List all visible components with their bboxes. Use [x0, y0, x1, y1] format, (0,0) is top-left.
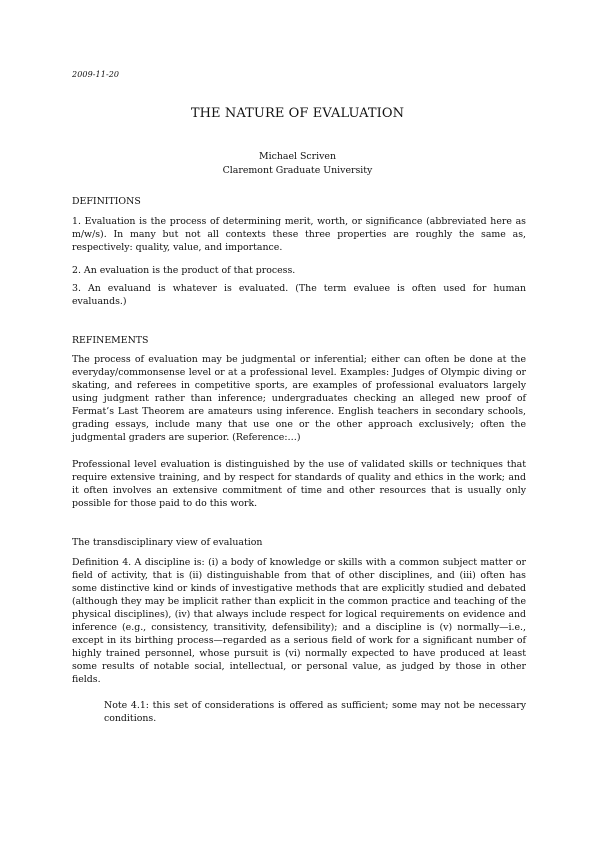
definition-item-3: 3. An evaluand is whatever is evaluated. (The term evaluee is often used for human evaluands.) [72, 283, 526, 307]
refinements-heading: REFINEMENTS [72, 335, 149, 346]
refinements-paragraph-2: Professional level evaluation is distinguished by the use of validated skills or techniques that require extensive training, and by respect for standards of quality and ethics in the work; and it often involves an extensive commitment of time and other resources that is usually only possible for those paid to do this work. [72, 459, 526, 509]
refinements-paragraph-1: The process of evaluation may be judgmental or inferential; either can often be done at the everyday/commonsense level or at a professional level. Examples: Judges of Olympic diving or skating, and referees in competitive sports, are examples of professional evaluators largely using judgment rather than inference; undergraduates checking an alleged new proof of Fermat’s Last Theorem are amateurs using inference. English teachers in secondary schools, grading essays, include many that use one or the other approach exclusively; often the judgmental graders are superior. (Reference:…) [72, 354, 526, 443]
definitions-heading: DEFINITIONS [72, 196, 141, 207]
definition-4-paragraph: Definition 4. A discipline is: (i) a body of knowledge or skills with a common subject matter or field of activity, that is (ii) distinguishable from that of other disciplines, and (iii) often has some distinctive kind or kinds of investigative methods that are explicitly studied and debated (although they may be implicit rather than explicit in the common practice and teaching of the physical disciplines), (iv) that always include respect for logical requirements on evidence and inference (e.g., consistency, transitivity, defensibility); and a discipline is (v) normally—i.e., except in its birthing process—regarded as a serious field of work for a significant number of highly trained personnel, whose pursuit is (vi) normally expected to have produced at least some results of notable social, intellectual, or personal value, as judged by those in other fields. [72, 557, 526, 685]
document-title: THE NATURE OF EVALUATION [190, 106, 405, 121]
document-date: 2009-11-20 [72, 70, 120, 79]
note-4-1: Note 4.1: this set of considerations is offered as sufficient; some may not be necessary conditions. [104, 700, 526, 724]
definition-item-2: 2. An evaluation is the product of that process. [72, 265, 296, 276]
author-name: Michael Scriven [258, 151, 337, 162]
author-affiliation: Claremont Graduate University [222, 165, 373, 176]
transdisciplinary-heading: The transdisciplinary view of evaluation [72, 537, 263, 548]
author-block [0, 150, 595, 178]
definition-item-1: 1. Evaluation is the process of determining merit, worth, or significance (abbreviated here as m/w/s). In many but not all contexts these three properties are roughly the same as, respectively: quality, value, and importance. [72, 216, 526, 253]
